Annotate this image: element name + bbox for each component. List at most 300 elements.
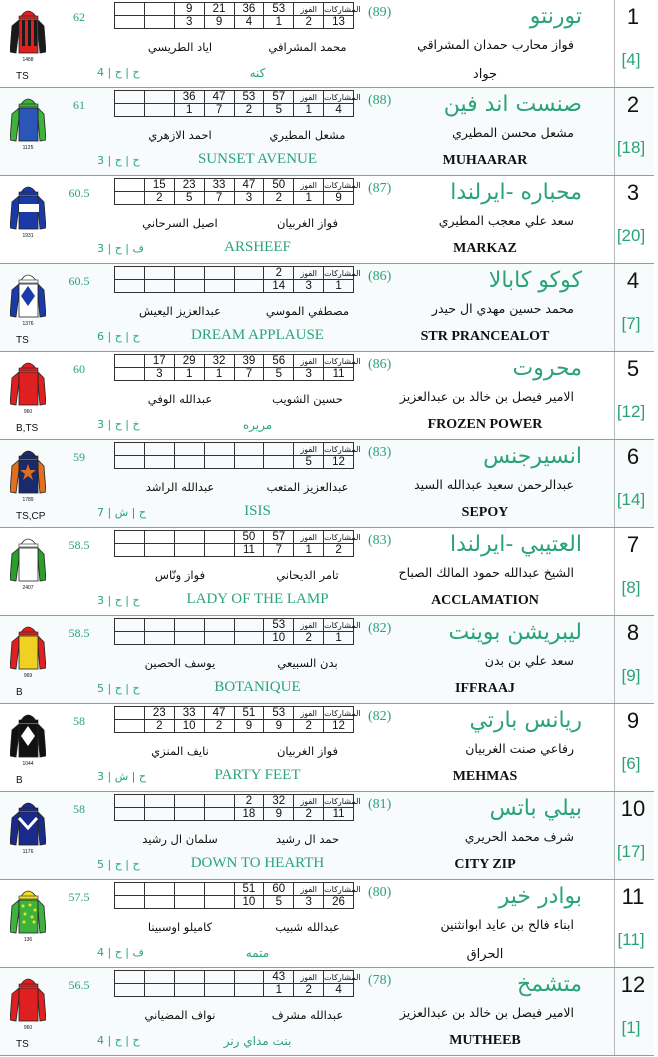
age-sex-info: ح | ح | 3 [97,154,140,167]
jockey-silk-icon [10,974,46,1034]
horse-name[interactable]: متشمخ [517,972,582,997]
stat-cell: 11 [234,544,264,557]
svg-text:960: 960 [23,409,33,415]
stat-cell: 53 [264,707,294,720]
weight: 60.5 [68,274,90,288]
stat-cell: المشاركات [324,620,361,630]
trainer-name: عبدالله مشرف [271,1008,344,1022]
stat-cell [204,456,234,469]
equipment-code: TS [16,1039,29,1050]
stat-cell [204,971,234,984]
stat-cell: 1 [264,984,294,997]
stat-cell [204,619,234,632]
age-sex-info: ح | ش | 7 [97,506,146,519]
stat-cell: 9 [234,720,264,733]
stat-cell: الفوز [294,443,324,456]
stat-cell: 5 [264,896,294,909]
stat-cell [234,984,264,997]
stat-cell [144,544,174,557]
sire-name: FROZEN POWER [427,417,543,432]
horse-name[interactable]: تورنتو [529,4,582,29]
sire-name: الحراق [466,947,504,962]
runner-number: 4 [626,268,640,293]
dam-name: ARSHEEF [224,239,291,255]
owner-name: الامير فيصل بن خالد بن عبدالعزيز [399,1005,574,1020]
stat-cell: 10 [264,632,294,645]
weight: 59 [73,450,85,464]
stat-cell [144,531,174,544]
stats-table [114,2,361,29]
stat-cell: 7 [204,192,234,205]
stat-cell: 2 [294,720,324,733]
stat-cell: 7 [234,368,264,381]
stat-cell: الفوز [294,91,324,104]
column-divider [614,792,615,879]
rating: (88) [368,93,392,108]
age-sex-info: ح | ش | 3 [97,770,146,783]
stat-cell: 53 [264,3,294,16]
stat-cell [234,632,264,645]
stat-cell: المشاركات [324,884,361,894]
stat-cell: 50 [234,531,264,544]
trainer-name: تامر الديحاني [276,568,339,582]
weight: 58 [73,714,85,728]
stat-cell: 1 [294,104,324,117]
owner-name: ابناء فالح بن عايد ابوانثنين [440,917,574,932]
stat-cell: 9 [204,16,234,29]
draw-number: [18] [616,138,646,157]
stat-cell: الفوز [294,267,324,280]
rating: (80) [368,885,392,900]
stat-cell: 5 [174,192,204,205]
age-sex-info: ح | ح | 3 [97,594,140,607]
draw-number: [7] [621,314,641,333]
sire-name: MEHMAS [452,769,518,784]
equipment-code: B,TS [16,423,39,434]
stat-cell: 43 [264,971,294,984]
stat-cell: 26 [324,896,354,909]
stats-table [114,794,361,821]
stat-cell [115,632,145,645]
sire-name: IFFRAAJ [455,681,515,696]
horse-name[interactable]: انسيرجنس [483,444,582,469]
stat-cell [144,632,174,645]
stat-cell [115,971,145,984]
horse-name[interactable]: صنست اند فين [443,92,582,117]
stat-cell [115,280,145,293]
runner-row [0,880,654,968]
draw-number: [14] [616,490,646,509]
runner-row [0,528,654,616]
stat-cell: 50 [264,179,294,192]
stat-cell [204,280,234,293]
stat-cell [234,971,264,984]
owner-name: فواز محارب حمدان المشراقي [417,37,574,52]
horse-name[interactable]: ريانس بارتي [469,708,582,733]
runner-row [0,968,654,1056]
jockey-silk-icon [10,6,46,66]
stat-cell [174,883,204,896]
dam-name: PARTY FEET [214,767,301,783]
svg-text:969: 969 [23,673,33,679]
dam-name: بنت مداي رنر [223,1034,292,1048]
column-divider [614,176,615,263]
runner-row [0,792,654,880]
column-divider [614,440,615,527]
stat-cell: 47 [204,91,234,104]
stat-cell: 10 [174,720,204,733]
stat-cell [115,267,145,280]
draw-number: [4] [621,50,641,69]
age-sex-info: ف | ح | 4 [97,946,144,959]
stat-cell [115,984,145,997]
stat-cell: 53 [264,619,294,632]
stat-cell [144,3,174,16]
stat-cell [174,456,204,469]
stat-cell: الفوز [294,795,324,808]
stat-cell [234,443,264,456]
trainer-name: حمد ال رشيد [275,832,340,846]
stat-cell [144,883,174,896]
dam-name: مريره [242,418,273,432]
stat-cell: 12 [324,456,354,469]
stat-cell: 1 [174,104,204,117]
sire-name: ACCLAMATION [431,593,539,608]
jockey-silk-icon [10,270,46,330]
stat-cell: 12 [324,720,354,733]
stat-cell [174,544,204,557]
trainer-name: عبدالله شبيب [275,920,340,934]
stat-cell: 2 [234,795,264,808]
stat-cell [174,443,204,456]
stat-cell [144,971,174,984]
stat-cell: الفوز [294,355,324,368]
stat-cell [115,456,145,469]
jockey-name: نايف المنزي [151,744,209,758]
age-sex-info: خ | ح | 3 [97,418,140,431]
stat-cell: الفوز [294,619,324,632]
stat-cell [144,280,174,293]
svg-text:2407: 2407 [22,585,34,591]
stat-cell [115,707,145,720]
draw-number: [1] [621,1018,641,1037]
owner-name: مشعل محسن المطيري [452,125,574,140]
stat-cell: 5 [264,104,294,117]
stat-cell: 4 [324,104,354,117]
stat-cell [174,280,204,293]
stat-cell: 21 [204,3,234,16]
svg-text:960: 960 [23,1025,33,1031]
stat-cell [204,896,234,909]
weight: 57.5 [68,890,90,904]
stat-cell: المشاركات [324,180,361,190]
stat-cell [144,896,174,909]
stat-cell [115,720,145,733]
svg-text:1125: 1125 [22,145,34,151]
svg-text:1376: 1376 [22,321,34,327]
stat-cell: 1 [294,192,324,205]
trainer-name: فواز الغربيان [276,744,339,758]
stat-cell: 11 [324,808,354,821]
stat-cell [115,544,145,557]
draw-number: [11] [617,930,645,949]
svg-text:1789: 1789 [22,497,34,503]
sire-name: جواد [472,67,498,82]
weight: 56.5 [68,978,90,992]
stat-cell [174,619,204,632]
stat-cell: المشاركات [324,4,361,14]
rating: (89) [368,5,392,20]
owner-name: شرف محمد الحريري [464,829,574,844]
column-divider [614,88,615,175]
stat-cell: 3 [144,368,174,381]
stat-cell [144,267,174,280]
stat-cell: 2 [264,267,294,280]
runner-row [0,176,654,264]
stat-cell: 18 [234,808,264,821]
stat-cell: 23 [174,179,204,192]
dam-name: DOWN TO HEARTH [190,855,325,871]
jockey-silk-icon [10,798,46,858]
runner-number: 8 [626,620,640,645]
stat-cell: 1 [324,280,354,293]
stat-cell: الفوز [294,531,324,544]
rating: (86) [368,357,392,372]
draw-number: [9] [621,666,641,685]
svg-text:136: 136 [23,937,33,943]
runner-number: 10 [620,796,646,821]
weight: 58 [73,802,85,816]
rating: (83) [368,445,392,460]
runner-number: 11 [621,884,645,909]
rating: (82) [368,709,392,724]
draw-number: [20] [616,226,646,245]
stat-cell [174,971,204,984]
stat-cell [115,883,145,896]
stat-cell: 4 [234,16,264,29]
stat-cell [234,619,264,632]
runner-number: 5 [626,356,640,381]
draw-number: [12] [616,402,646,421]
stats-table [114,354,361,381]
runner-number: 7 [626,532,640,557]
stat-cell [204,984,234,997]
stat-cell [234,280,264,293]
jockey-silk-icon [10,886,46,946]
runner-row [0,352,654,440]
horse-name[interactable]: محروت [512,356,582,381]
sire-name: MUTHEEB [449,1033,521,1048]
stat-cell: 2 [294,632,324,645]
stat-cell [204,795,234,808]
stat-cell [115,896,145,909]
stat-cell [144,16,174,29]
stat-cell [115,179,145,192]
stat-cell [115,91,145,104]
jockey-name: عبدالله الوفي [147,392,213,406]
rating: (86) [368,269,392,284]
stat-cell: 10 [234,896,264,909]
runner-row [0,0,654,88]
stat-cell: 51 [234,707,264,720]
horse-name[interactable]: كوكو كابالا [488,268,582,293]
column-divider [614,264,615,351]
stat-cell [115,16,145,29]
jockey-silk-icon [10,446,46,506]
horse-name[interactable]: بوادر خير [498,884,582,909]
stat-cell [144,619,174,632]
stat-cell: 3 [234,192,264,205]
stat-cell [174,984,204,997]
stat-cell: 51 [234,883,264,896]
runner-row [0,616,654,704]
stat-cell [115,531,145,544]
jockey-name: اصيل السرحاني [142,216,218,230]
stat-cell [115,192,145,205]
column-divider [614,704,615,791]
stat-cell: 57 [264,91,294,104]
stat-cell [204,808,234,821]
stat-cell [234,456,264,469]
stat-cell: 56 [264,355,294,368]
stat-cell [174,632,204,645]
runner-row [0,440,654,528]
stat-cell: 32 [264,795,294,808]
stat-cell: 7 [204,104,234,117]
stat-cell [115,619,145,632]
stat-cell: 33 [204,179,234,192]
dam-name: DREAM APPLAUSE [191,327,324,343]
stat-cell: 60 [264,883,294,896]
stat-cell [174,531,204,544]
jockey-silk-icon [10,358,46,418]
stat-cell [144,91,174,104]
horse-name[interactable]: ليبريشن بوينت [448,620,582,645]
stat-cell: 1 [294,544,324,557]
svg-text:1931: 1931 [22,233,34,239]
stat-cell: 9 [264,808,294,821]
runner-number: 2 [626,92,640,117]
stat-cell: الفوز [294,971,324,984]
stat-cell [174,795,204,808]
stat-cell: 1 [324,632,354,645]
stat-cell: 2 [324,544,354,557]
stat-cell: 36 [174,91,204,104]
stat-cell [115,3,145,16]
stats-table [114,442,361,469]
stat-cell: 9 [174,3,204,16]
stat-cell: 9 [264,720,294,733]
stat-cell [204,267,234,280]
owner-name: سعد علي بن بدن [484,653,574,668]
stat-cell [234,267,264,280]
jockey-name: فواز ونّاس [154,568,206,582]
trainer-name: حسين الشويب [272,392,343,406]
stats-table [114,178,361,205]
stat-cell: 4 [324,984,354,997]
stat-cell: 14 [264,280,294,293]
jockey-name: سلمان ال رشيد [142,832,218,846]
stat-cell [115,355,145,368]
equipment-code: TS [16,71,29,82]
runner-number: 9 [626,708,640,733]
stat-cell: 2 [294,984,324,997]
runner-number: 1 [626,4,640,29]
horse-name[interactable]: محباره -ايرلندا [450,180,582,205]
stat-cell [174,808,204,821]
stat-cell: 13 [324,16,354,29]
weight: 61 [73,98,85,112]
stat-cell [264,456,294,469]
rating: (82) [368,621,392,636]
stat-cell: 2 [294,808,324,821]
svg-text:1044: 1044 [22,761,34,767]
stat-cell [144,795,174,808]
stat-cell: 47 [204,707,234,720]
stat-cell: المشاركات [324,972,361,982]
jockey-name: نواف المضياني [144,1008,216,1022]
age-sex-info: ح | ح | 5 [97,682,140,695]
age-sex-info: ح | ح | 4 [97,1034,140,1047]
stat-cell [144,984,174,997]
stat-cell: 29 [174,355,204,368]
horse-name[interactable]: بيلي باتس [489,796,582,821]
column-divider [614,0,615,87]
stat-cell: 57 [264,531,294,544]
stat-cell: المشاركات [324,796,361,806]
sire-name: MARKAZ [453,241,517,256]
stat-cell: الفوز [294,883,324,896]
stat-cell: 1 [264,16,294,29]
runner-number: 6 [626,444,640,469]
stat-cell [144,456,174,469]
stat-cell: 3 [294,280,324,293]
equipment-code: TS [16,335,29,346]
dam-name: متمه [245,946,270,960]
sire-name: SEPOY [461,505,509,520]
stat-cell [174,896,204,909]
dam-name: LADY OF THE LAMP [186,591,329,607]
stat-cell [264,443,294,456]
runner-row [0,88,654,176]
stat-cell: 7 [264,544,294,557]
dam-name: SUNSET AVENUE [197,151,318,167]
draw-number: [17] [616,842,646,861]
stat-cell [144,443,174,456]
weight: 62 [73,10,85,24]
stat-cell [144,104,174,117]
stat-cell: 23 [144,707,174,720]
rating: (83) [368,533,392,548]
runner-row [0,704,654,792]
stat-cell [204,443,234,456]
equipment-code: B [16,687,23,698]
owner-name: محمد حسين مهدي ال حيدر [431,301,574,316]
stat-cell: المشاركات [324,532,361,542]
stat-cell: 5 [294,456,324,469]
equipment-code: TS,CP [16,511,46,522]
stat-cell: 3 [294,368,324,381]
runner-row [0,264,654,352]
stat-cell: 2 [294,16,324,29]
horse-name[interactable]: العتيبي -ايرلندا [450,532,582,557]
age-sex-info: ف | ح | 3 [97,242,144,255]
stat-cell: المشاركات [324,708,361,718]
trainer-name: عبدالعزيز المتعب [266,480,349,494]
jockey-name: كاميلو اوسبينا [147,920,213,934]
jockey-name: اياد الطريسي [147,40,213,54]
stat-cell: 2 [144,192,174,205]
